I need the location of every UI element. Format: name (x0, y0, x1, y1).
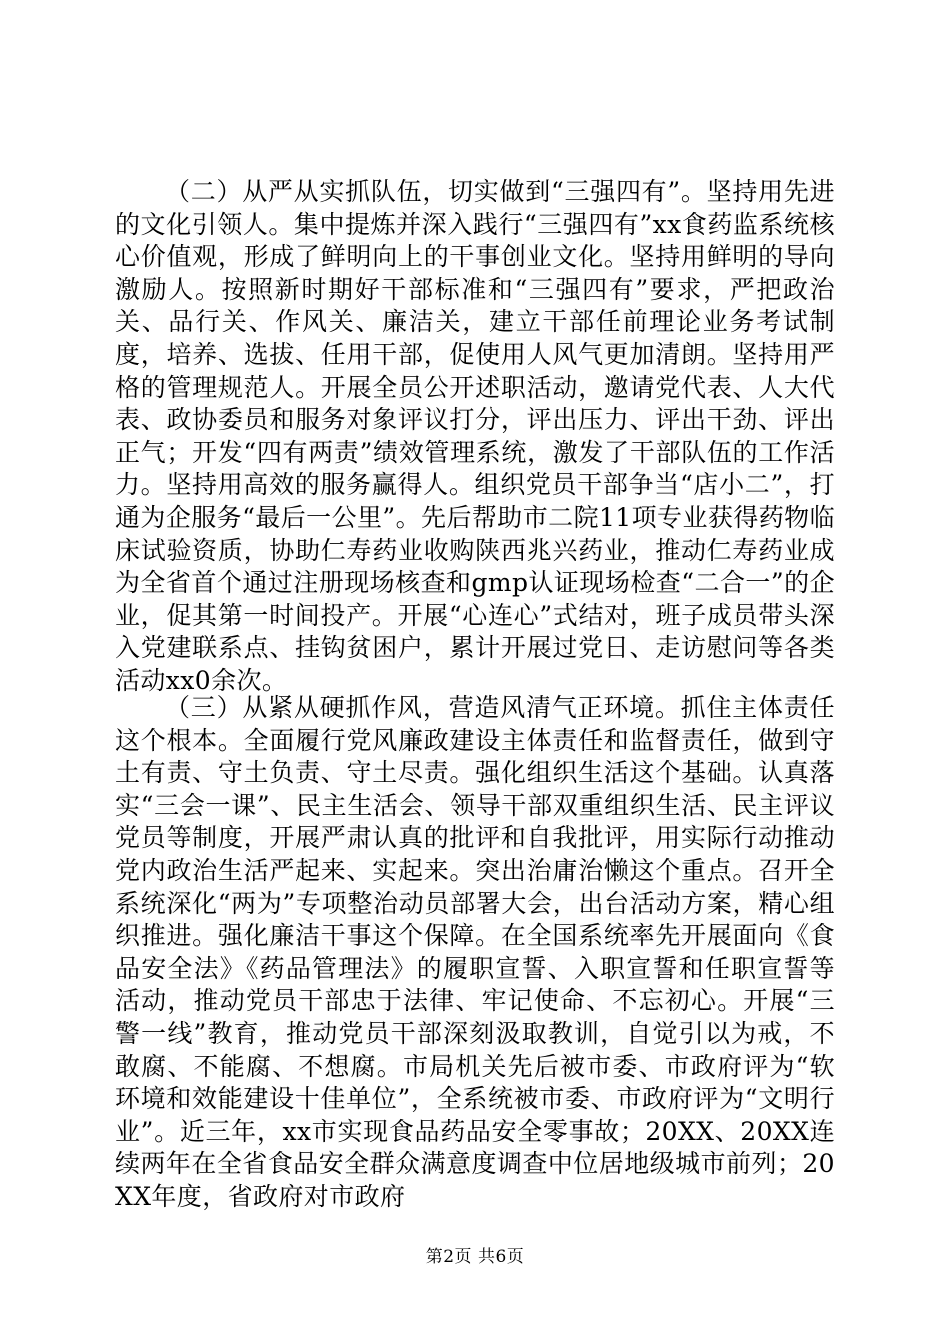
paragraph-section-two: （二）从严从实抓队伍，切实做到“三强四有”。坚持用先进的文化引领人。集中提炼并深入践行“三强四有”xx食药监系统核心价值观，形成了鲜明向上的干事创业文化。坚持用鲜明的导向激励人。按照新时期好干部标准和“三强四有”要求，严把政治关、品行关、作风关、廉洁关，建立干部任前理论业务考试制度，培养、选拔、任用干部，促使用人风气更加清朗。坚持用严格的管理规范人。开展全员公开述职活动，邀请党代表、人大代表、政协委员和服务对象评议打分，评出压力、评出干劲、评出正气；开发“四有两责”绩效管理系统，激发了干部队伍的工作活力。坚持用高效的服务赢得人。组织党员干部争当“店小二”，打通为企服务“最后一公里”。先后帮助市二院11项专业获得药物临床试验资质，协助仁寿药业收购陕西兆兴药业，推动仁寿药业成为全省首个通过注册现场核查和gmp认证现场检查“二合一”的企业，促其第一时间投产。开展“心连心”式结对，班子成员带头深入党建联系点、挂钩贫困户，累计开展过党日、走访慰问等各类活动xx0余次。 (115, 177, 835, 695)
page-number-footer: 第2页 共6页 (425, 1247, 525, 1267)
paragraph-section-three: （三）从紧从硬抓作风，营造风清气正环境。抓住主体责任这个根本。全面履行党风廉政建设主体责任和监督责任，做到守土有责、守土负责、守土尽责。强化组织生活这个基础。认真落实“三会一课”、民主生活会、领导干部双重组织生活、民主评议党员等制度，开展严肃认真的批评和自我批评，用实际行动推动党内政治生活严起来、实起来。突出治庸治懒这个重点。召开全系统深化“两为”专项整治动员部署大会，出台活动方案，精心组织推进。强化廉洁干事这个保障。在全国系统率先开展面向《食品安全法》《药品管理法》的履职宣誓、入职宣誓和任职宣誓等活动，推动党员干部忠于法律、牢记使命、不忘初心。开展“三警一线”教育，推动党员干部深刻汲取教训，自觉引以为戒，不敢腐、不能腐、不想腐。市局机关先后被市委、市政府评为“软环境和效能建设十佳单位”，全系统被市委、市政府评为“文明行业”。近三年，xx市实现食品药品安全零事故；20XX、20XX连续两年在全省食品安全群众满意度调查中位居地级城市前列；20XX年度，省政府对市政府 (115, 693, 835, 1211)
